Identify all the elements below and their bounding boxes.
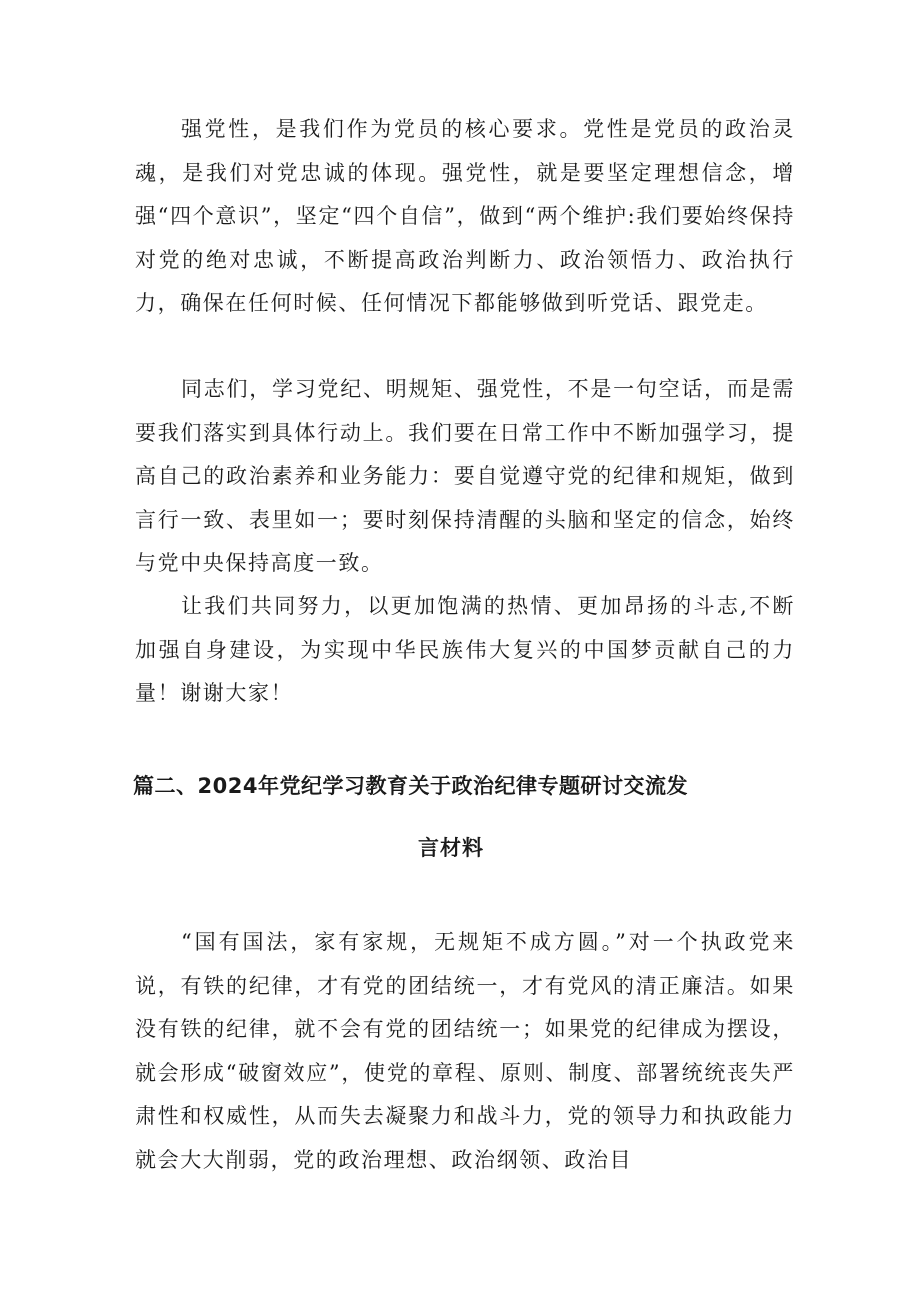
paragraph-closing: 让我们共同努力，以更加饱满的热情、更加昂扬的斗志,不断加强自身建设，为实现中华民族伟大复兴的中国梦贡献自己的力量！谢谢大家！	[135, 594, 795, 705]
paragraph-party-spirit: 强党性，是我们作为党员的核心要求。党性是党员的政治灵魂，是我们对党忠诚的体现。强党性，就是要坚定理想信念，增强“四个意识”，坚定“四个自信”，做到“两个维护:我们要始终保持对党的绝对忠诚，不断提高政治判断力、政治领悟力、政治执行力，确保在任何时候、任何情况下都能够做到听党话、跟党走。	[135, 117, 795, 315]
section-title-line2: 言材料	[418, 836, 484, 860]
section-title-line1: 篇二、2024年党纪学习教育关于政治纪律专题研讨交流发	[133, 774, 688, 798]
paragraph-comrades: 同志们，学习党纪、明规矩、强党性，不是一句空话，而是需要我们落实到具体行动上。我们要在日常工作中不断加强学习，提高自己的政治素养和业务能力：要自觉遵守党的纪律和规矩，做到言行一致、表里如一；要时刻保持清醒的头脑和坚定的信念，始终与党中央保持高度一致。	[135, 377, 795, 575]
paragraph-discipline: “国有国法，家有家规，无规矩不成方圆。”对一个执政党来说，有铁的纪律，才有党的团结统一，才有党风的清正廉洁。如果没有铁的纪律，就不会有党的团结统一；如果党的纪律成为摆设，就会形成“破窗效应”，使党的章程、原则、制度、部署统统丧失严肃性和权威性，从而失去凝聚力和战斗力，党的领导力和执政能力就会大大削弱，党的政治理想、政治纲领、政治目	[135, 930, 795, 1172]
